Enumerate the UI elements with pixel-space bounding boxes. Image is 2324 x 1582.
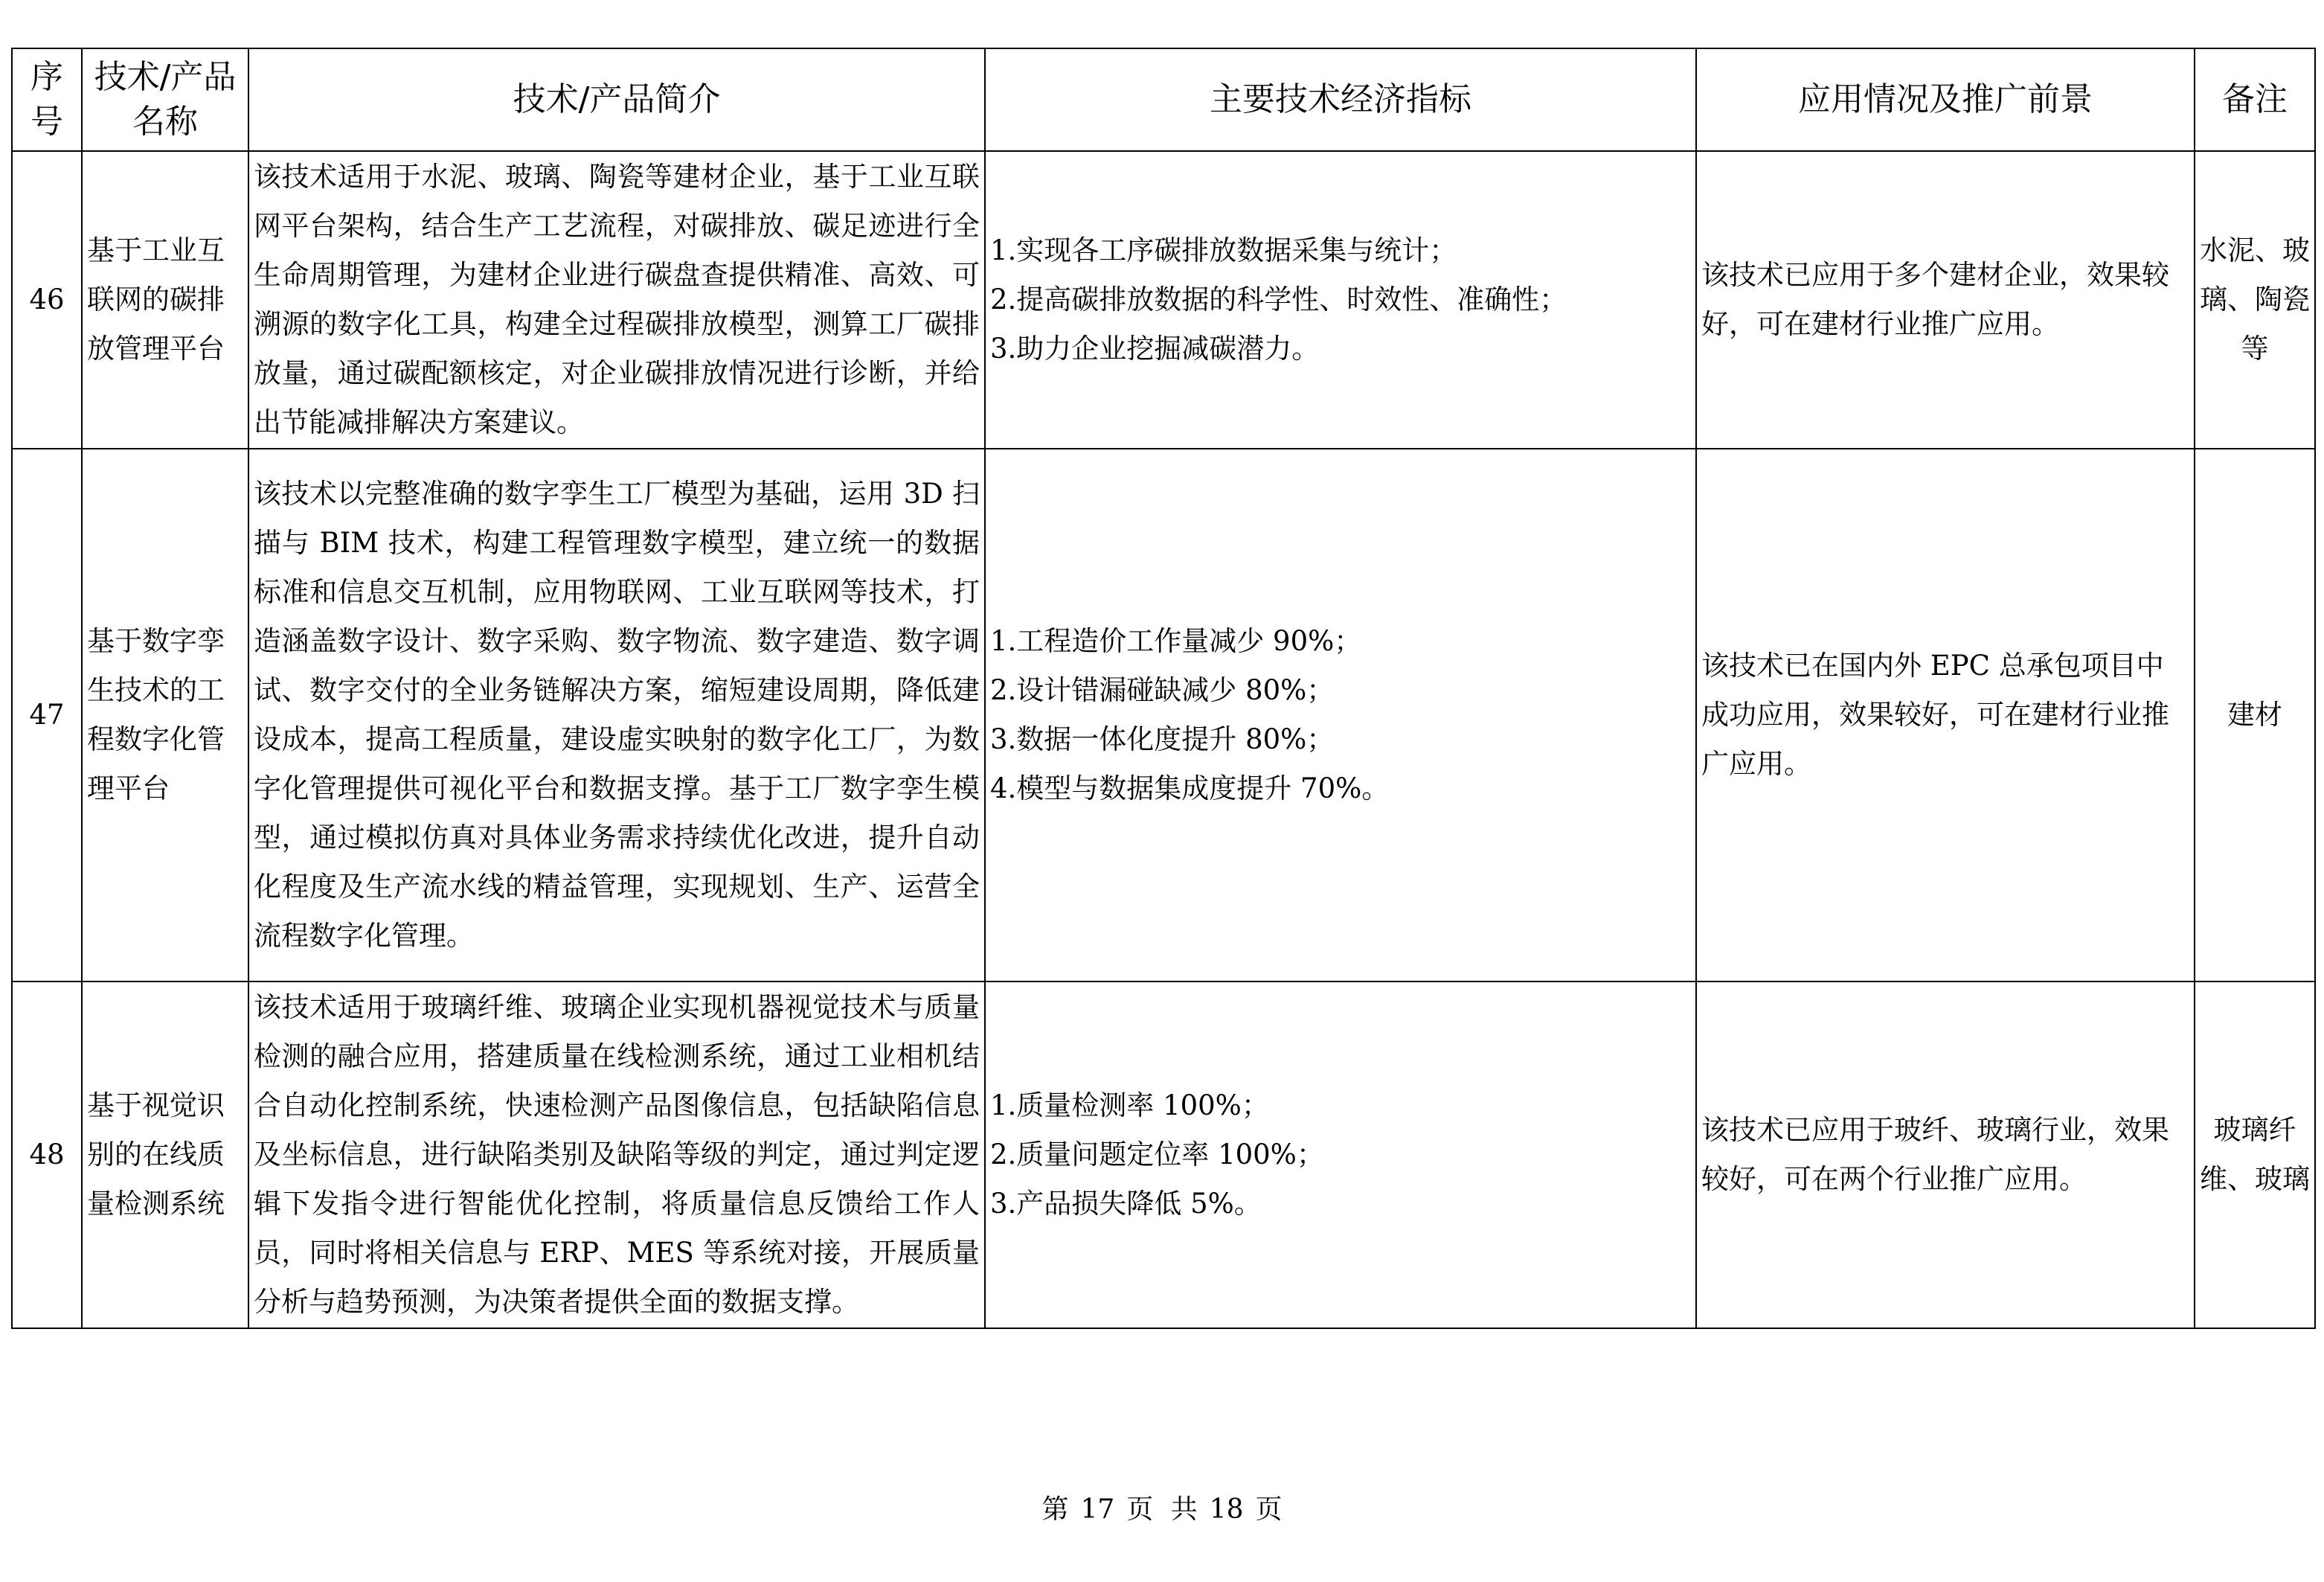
indicator-item: 4.模型与数据集成度提升 70%。 (990, 772, 1390, 804)
row-indicators (985, 981, 1696, 1328)
footer-suffix: 页 (1255, 1494, 1283, 1525)
header-remarks: 备注 (2195, 48, 2315, 151)
table-row (12, 151, 2315, 449)
header-intro: 技术/产品简介 (248, 48, 985, 151)
indicator-item: 1.工程造价工作量减少 90%； (990, 625, 1362, 657)
row-intro: 该技术适用于水泥、玻璃、陶瓷等建材企业，基于工业互联网平台架构，结合生产工艺流程，对碳排放、碳足迹进行全生命周期管理，为建材企业进行碳盘查提供精准、高效、可溯源的数字化工具，构建全过程碳排放模型，测算工厂碳排放量，通过碳配额核定，对企业碳排放情况进行诊断，并给出节能减排解决方案建议。 (248, 151, 985, 449)
table-header-row (12, 48, 2315, 151)
footer-total-pages: 18 (1209, 1494, 1244, 1525)
header-seq: 序号 (12, 48, 82, 151)
indicator-item: 3.助力企业挖掘减碳潜力。 (990, 333, 1320, 365)
indicator-item: 1.质量检测率 100%； (990, 1089, 1269, 1121)
indicator-item: 3.产品损失降低 5%。 (990, 1188, 1262, 1220)
row-seq: 48 (12, 981, 82, 1328)
header-indicators: 主要技术经济指标 (985, 48, 1696, 151)
indicator-item: 2.设计错漏碰缺减少 80%； (990, 674, 1335, 706)
row-name: 基于工业互联网的碳排放管理平台 (82, 151, 248, 449)
header-name: 技术/产品名称 (82, 48, 248, 151)
table-row (12, 449, 2315, 981)
header-application: 应用情况及推广前景 (1696, 48, 2195, 151)
row-name: 基于视觉识别的在线质量检测系统 (82, 981, 248, 1328)
row-seq: 47 (12, 449, 82, 981)
indicator-item: 1.实现各工序碳排放数据采集与统计； (990, 234, 1457, 266)
row-application: 该技术已应用于玻纤、玻璃行业，效果较好，可在两个行业推广应用。 (1696, 981, 2195, 1328)
footer-current-page: 17 (1080, 1494, 1115, 1525)
row-intro: 该技术适用于玻璃纤维、玻璃企业实现机器视觉技术与质量检测的融合应用，搭建质量在线检测系统，通过工业相机结合自动化控制系统，快速检测产品图像信息，包括缺陷信息及坐标信息，进行缺陷类别及缺陷等级的判定，通过判定逻辑下发指令进行智能优化控制，将质量信息反馈给工作人员，同时将相关信息与 ERP、MES 等系统对接，开展质量分析与趋势预测，为决策者提供全面的数据支撑。 (248, 981, 985, 1328)
row-name: 基于数字孪生技术的工程数字化管理平台 (82, 449, 248, 981)
row-remarks: 建材 (2195, 449, 2315, 981)
row-remarks: 水泥、玻璃、陶瓷等 (2195, 151, 2315, 449)
footer-prefix: 第 (1041, 1494, 1069, 1525)
technology-catalog-table (11, 48, 2316, 1329)
row-application: 该技术已应用于多个建材企业，效果较好，可在建材行业推广应用。 (1696, 151, 2195, 449)
row-seq: 46 (12, 151, 82, 449)
row-remarks: 玻璃纤维、玻璃 (2195, 981, 2315, 1328)
row-indicators (985, 151, 1696, 449)
indicator-item: 2.提高碳排放数据的科学性、时效性、准确性； (990, 284, 1567, 316)
indicator-item: 2.质量问题定位率 100%； (990, 1139, 1324, 1171)
table-row (12, 981, 2315, 1328)
row-application: 该技术已在国内外 EPC 总承包项目中成功应用，效果较好，可在建材行业推广应用。 (1696, 449, 2195, 981)
page-footer (0, 1488, 2324, 1526)
indicator-item: 3.数据一体化度提升 80%； (990, 723, 1335, 755)
row-indicators (985, 449, 1696, 981)
row-intro: 该技术以完整准确的数字孪生工厂模型为基础，运用 3D 扫描与 BIM 技术，构建工程管理数字模型，建立统一的数据标准和信息交互机制，应用物联网、工业互联网等技术，打造涵盖数字设计、数字采购、数字物流、数字建造、数字调试、数字交付的全业务链解决方案，缩短建设周期，降低建设成本，提高工程质量，建设虚实映射的数字化工厂，为数字化管理提供可视化平台和数据支撑。基于工厂数字孪生模型，通过模拟仿真对具体业务需求持续优化改进，提升自动化程度及生产流水线的精益管理，实现规划、生产、运营全流程数字化管理。 (248, 449, 985, 981)
footer-mid: 页 共 (1126, 1494, 1198, 1525)
